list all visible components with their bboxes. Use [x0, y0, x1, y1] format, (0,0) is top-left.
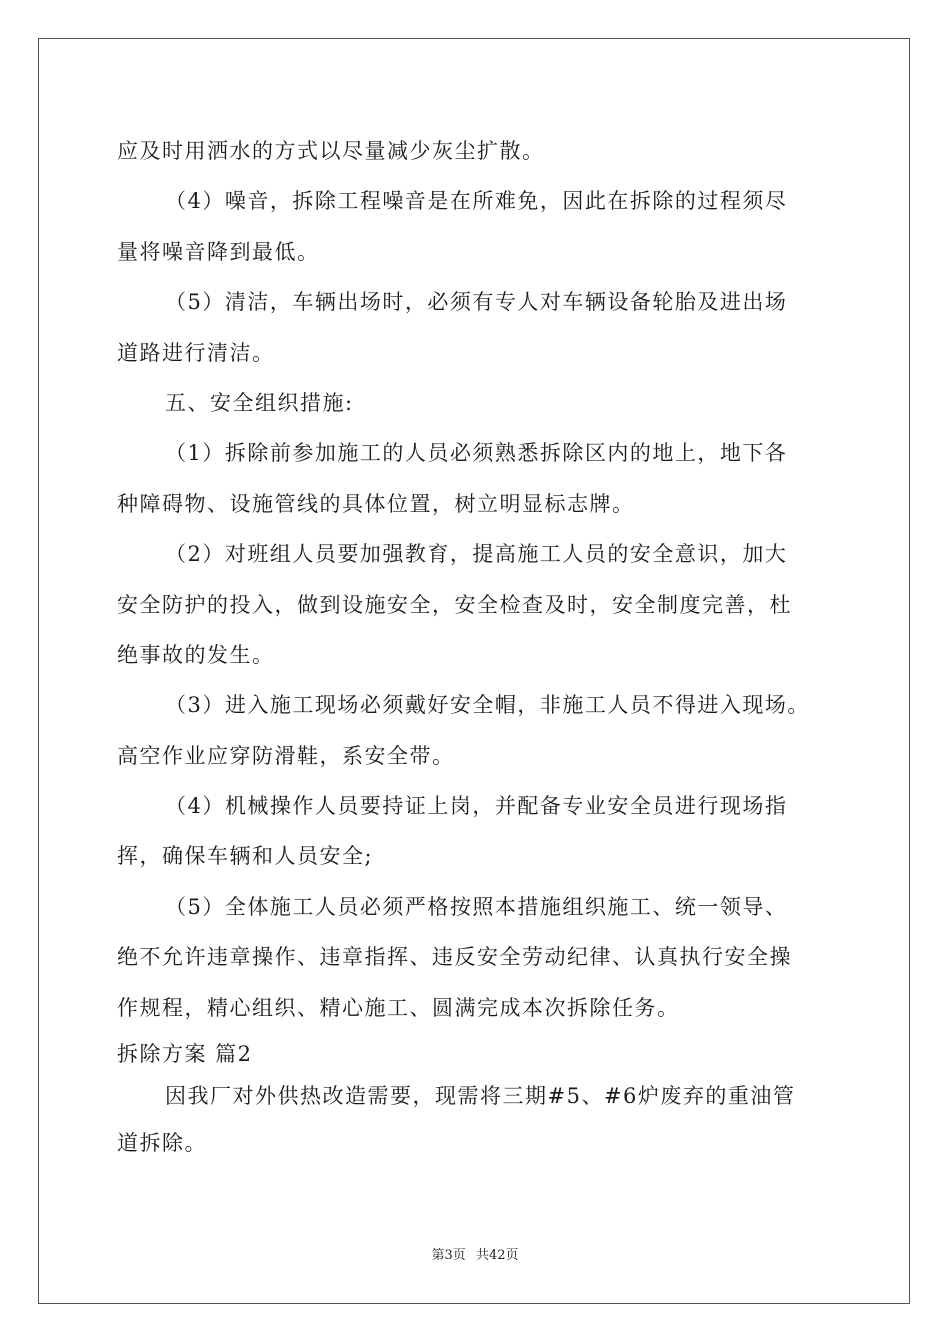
- text-line: 安全防护的投入，做到设施安全，安全检查及时，安全制度完善，杜: [117, 592, 792, 617]
- text-line: （5）清洁，车辆出场时，必须有专人对车辆设备轮胎及进出场: [165, 290, 788, 315]
- text-line: （2）对班组人员要加强教育，提高施工人员的安全意识，加大: [165, 542, 788, 567]
- text-line: 挥，确保车辆和人员安全;: [117, 844, 374, 869]
- text-line: 绝不允许违章操作、违章指挥、违反安全劳动纪律、认真执行安全操: [117, 945, 792, 970]
- document-body: [117, 126, 837, 1168]
- text-line: （4）机械操作人员要持证上岗，并配备专业安全员进行现场指: [165, 794, 788, 819]
- section-heading: 五、安全组织措施:: [165, 390, 354, 415]
- text-line: 绝事故的发生。: [117, 642, 275, 667]
- text-line: （3）进入施工现场必须戴好安全帽，非施工人员不得进入现场。: [165, 693, 810, 718]
- text-line: 道路进行清洁。: [117, 340, 275, 365]
- text-line: 因我厂对外供热改造需要，现需将三期#5、#6炉废弃的重油管: [165, 1084, 796, 1109]
- text-line: （5）全体施工人员必须严格按照本措施组织施工、统一领导、: [165, 894, 788, 919]
- text-line: 种障碍物、设施管线的具体位置，树立明显标志牌。: [117, 491, 635, 516]
- text-line: （1）拆除前参加施工的人员必须熟悉拆除区内的地上，地下各: [165, 441, 788, 466]
- text-line: 应及时用洒水的方式以尽量减少灰尘扩散。: [117, 139, 545, 163]
- text-line: 量将噪音降到最低。: [117, 239, 320, 264]
- text-line: 作规程，精心组织、精心施工、圆满完成本次拆除任务。: [117, 995, 680, 1020]
- chapter-heading: 拆除方案 篇2: [117, 1042, 253, 1067]
- text-line: 高空作业应穿防滑鞋，系安全带。: [117, 743, 455, 768]
- page-number: 第3页: [431, 1248, 466, 1263]
- text-line: 道拆除。: [117, 1131, 207, 1156]
- page-footer: [0, 1244, 950, 1263]
- text-line: （4）噪音，拆除工程噪音是在所难免，因此在拆除的过程须尽: [165, 189, 788, 214]
- page-total: 共42页: [475, 1248, 519, 1263]
